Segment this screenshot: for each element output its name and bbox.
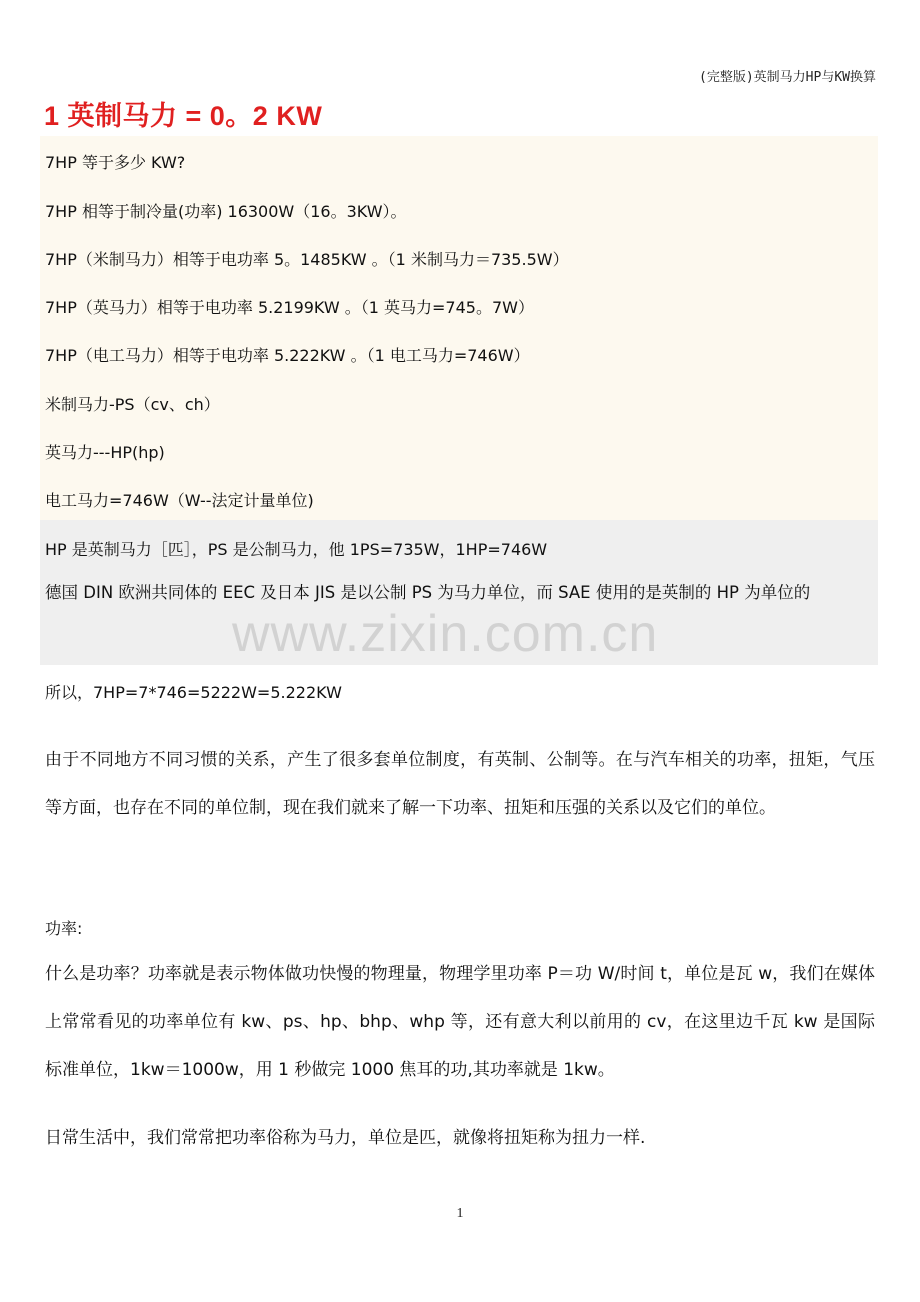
standards-paragraph: 德国 DIN 欧洲共同体的 EEC 及日本 JIS 是以公制 PS 为马力单位，而 SAE 使用的是英制的 HP 为单位的 [45,583,811,602]
text-line: 7HP（电工马力）相等于电功率 5.222KW 。（1 电工马力=746W） [45,346,530,365]
text-line: 7HP 相等于制冷量(功率) 16300W（16。3KW）。 [45,202,407,221]
document-title: 1 英制马力 = 0。2 KW [44,101,323,131]
page-number: 1 [456,1206,464,1221]
text-line: 英马力---HP(hp) [45,443,165,462]
text-line: 7HP 等于多少 KW? [45,153,186,172]
hp-ps-definition: HP 是英制马力［匹］，PS 是公制马力，他 1PS=735W，1HP=746W [45,540,548,559]
text-line: 电工马力=746W（W--法定计量单位) [45,491,314,510]
result-line: 所以，7HP=7*746=5222W=5.222KW [45,683,342,702]
text-line: 米制马力-PS（cv、ch） [45,395,220,414]
text-line: 7HP（英马力）相等于电功率 5.2199KW 。（1 英马力=745。7W） [45,298,534,317]
text-line: 7HP（米制马力）相等于电功率 5。1485KW 。（1 米制马力＝735.5W） [45,250,569,269]
document-header: (完整版)英制马力HP与KW换算 [699,70,876,85]
power-paragraph: 什么是功率？功率就是表示物体做功快慢的物理量，物理学里功率 P＝功 W/时间 t，单位是瓦 w，我们在媒体上常常看见的功率单位有 kw、ps、hp、bhp、whp 等，还有意大利以前用的 cv，在这里边千瓦 kw 是国际标准单位，1kw＝1000w，用 1 秒做完 1000 焦耳的功,其功率就是 1kw。 [45,964,875,1080]
intro-paragraph: 由于不同地方不同习惯的关系，产生了很多套单位制度，有英制、公制等。在与汽车相关的功率，扭矩，气压等方面，也存在不同的单位制，现在我们就来了解一下功率、扭矩和压强的关系以及它们的单位。 [45,750,875,818]
highlight-block-cream [40,136,878,520]
watermark: www.zixin.com.cn [232,605,659,663]
power-heading: 功率: [45,919,83,938]
daily-paragraph: 日常生活中，我们常常把功率俗称为马力，单位是匹，就像将扭矩称为扭力一样. [45,1128,646,1148]
